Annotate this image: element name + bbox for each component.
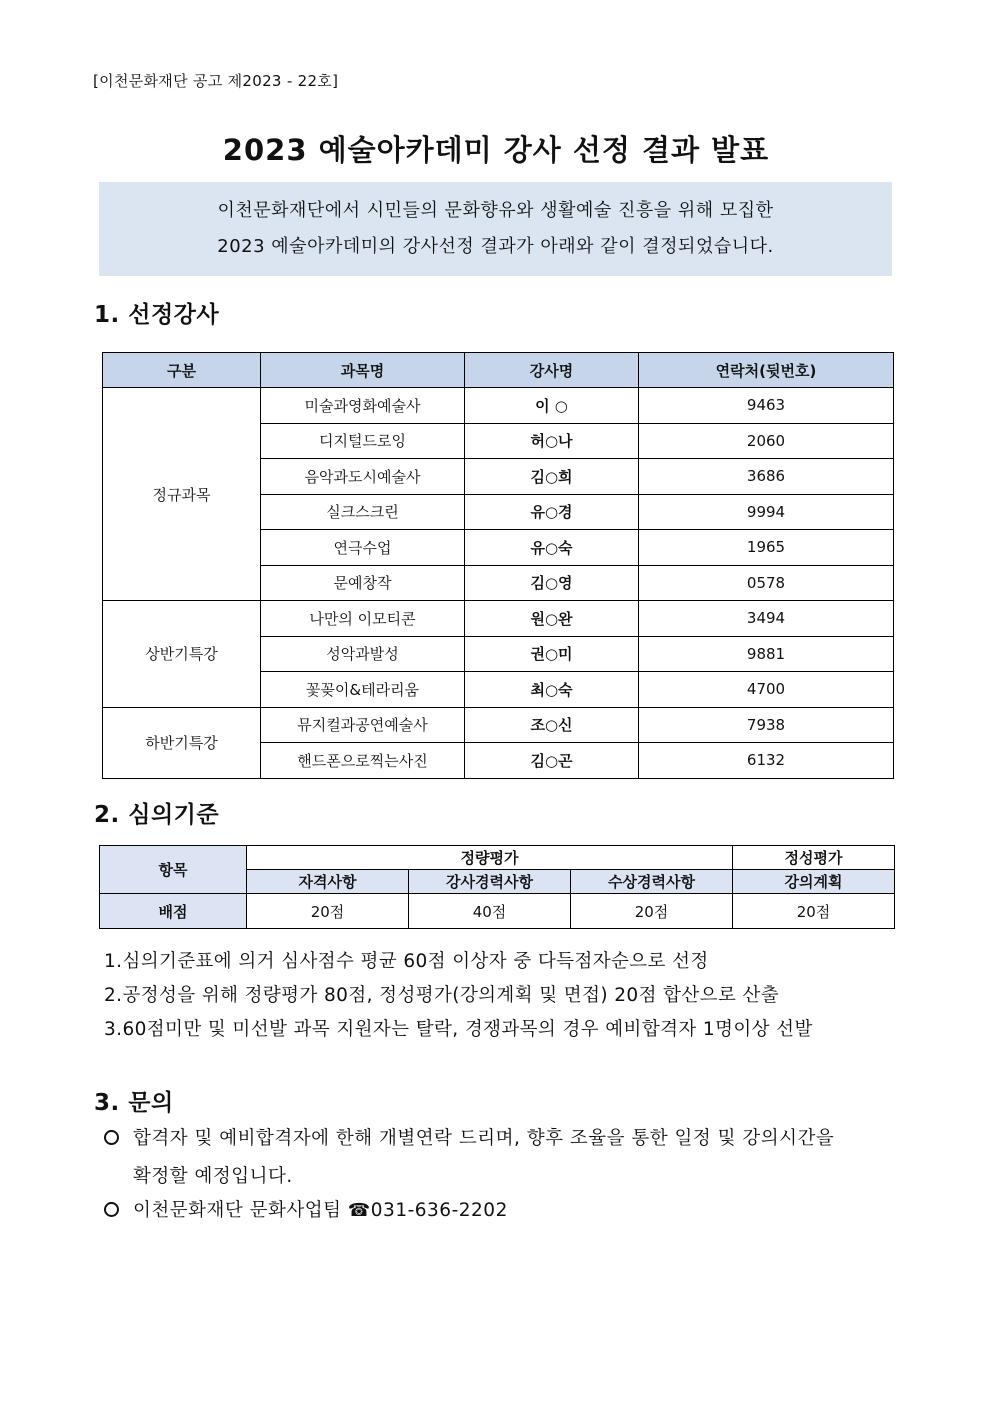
- col-header-category: 구분: [103, 353, 261, 388]
- instructor-cell: 유○경: [465, 494, 639, 530]
- criteria-table: [99, 845, 895, 929]
- subject-cell: 미술과영화예술사: [261, 388, 465, 424]
- phone-number: 031-636-2202: [370, 1200, 508, 1221]
- contact-cell: 3686: [639, 459, 894, 495]
- inquiry-bullet-2: [104, 1194, 508, 1228]
- table-header-row: [103, 353, 894, 388]
- subheader-awards: 수상경력사항: [571, 870, 733, 894]
- col-header-subject: 과목명: [261, 353, 465, 388]
- score-label: 배점: [100, 894, 247, 929]
- intro-line-1: 이천문화재단에서 시민들의 문화향유와 생활예술 진흥을 위해 모집한: [217, 200, 774, 221]
- subject-cell: 음악과도시예술사: [261, 459, 465, 495]
- instructor-cell: 원○완: [465, 601, 639, 637]
- subject-cell: 실크스크린: [261, 494, 465, 530]
- intro-box: [99, 182, 892, 276]
- inquiry-text-1: 합격자 및 예비합격자에 한해 개별연락 드리며, 향후 조율을 통한 일정 및 강의시간을: [133, 1128, 835, 1149]
- contact-cell: 4700: [639, 672, 894, 708]
- contact-cell: 0578: [639, 565, 894, 601]
- table-row: [103, 601, 894, 637]
- qualitative-label: 정성평가: [733, 846, 895, 870]
- contact-cell: 7938: [639, 707, 894, 743]
- inquiry-bullet-1: [104, 1122, 834, 1156]
- page-title: 2023 예술아카데미 강사 선정 결과 발표: [222, 133, 770, 167]
- col-header-instructor: 강사명: [465, 353, 639, 388]
- subject-cell: 성악과발성: [261, 636, 465, 672]
- intro-line-2: 2023 예술아카데미의 강사선정 결과가 아래와 같이 결정되었습니다.: [217, 236, 774, 257]
- criteria-note-3: 3.60점미만 및 미선발 과목 지원자는 탈락, 경쟁과목의 경우 예비합격자 1명이상 선발: [104, 1019, 813, 1040]
- subject-cell: 연극수업: [261, 530, 465, 566]
- instructor-cell: 김○영: [465, 565, 639, 601]
- contact-cell: 3494: [639, 601, 894, 637]
- inquiry-text-1-cont: 확정할 예정입니다.: [133, 1166, 293, 1187]
- subject-cell: 뮤지컬과공연예술사: [261, 707, 465, 743]
- section-heading-inquiry: 3. 문의: [94, 1090, 174, 1116]
- instructor-cell: 허○나: [465, 423, 639, 459]
- subject-cell: 나만의 이모티콘: [261, 601, 465, 637]
- table-row: [103, 707, 894, 743]
- criteria-note-1: 1.심의기준표에 의거 심사점수 평균 60점 이상자 중 다득점자순으로 선정: [104, 951, 709, 972]
- contact-cell: 1965: [639, 530, 894, 566]
- instructor-cell: 김○곤: [465, 743, 639, 779]
- instructor-table: [102, 352, 894, 779]
- subheader-teaching-career: 강사경력사항: [409, 870, 571, 894]
- contact-cell: 2060: [639, 423, 894, 459]
- instructor-cell: 김○희: [465, 459, 639, 495]
- score-cell: 20점: [571, 894, 733, 929]
- subheader-qualification: 자격사항: [247, 870, 409, 894]
- section-heading-instructors: 1. 선정강사: [94, 302, 220, 328]
- instructor-cell: 권○미: [465, 636, 639, 672]
- subject-cell: 꽃꽂이&테라리움: [261, 672, 465, 708]
- circle-bullet-icon: [104, 1130, 119, 1145]
- instructor-cell: 유○숙: [465, 530, 639, 566]
- criteria-header-row: [100, 846, 895, 870]
- phone-icon: ☎: [347, 1200, 371, 1221]
- criteria-score-row: [100, 894, 895, 929]
- notice-number: [이천문화재단 공고 제2023 - 22호]: [93, 72, 339, 90]
- instructor-cell: 이 ○: [465, 388, 639, 424]
- section-heading-criteria: 2. 심의기준: [94, 802, 220, 828]
- category-cell: 상반기특강: [103, 601, 261, 708]
- contact-cell: 9881: [639, 636, 894, 672]
- score-cell: 20점: [733, 894, 895, 929]
- col-header-contact: 연락처(뒷번호): [639, 353, 894, 388]
- category-cell: 하반기특강: [103, 707, 261, 778]
- score-cell: 20점: [247, 894, 409, 929]
- subject-cell: 문예창작: [261, 565, 465, 601]
- inquiry-team: 이천문화재단 문화사업팀: [133, 1200, 342, 1221]
- category-cell: 정규과목: [103, 388, 261, 601]
- table-row: [103, 388, 894, 424]
- score-cell: 40점: [409, 894, 571, 929]
- contact-cell: 9463: [639, 388, 894, 424]
- criteria-note-2: 2.공정성을 위해 정량평가 80점, 정성평가(강의계획 및 면접) 20점 합산으로 산출: [104, 985, 780, 1006]
- instructor-cell: 최○숙: [465, 672, 639, 708]
- subject-cell: 디지털드로잉: [261, 423, 465, 459]
- subject-cell: 핸드폰으로찍는사진: [261, 743, 465, 779]
- contact-cell: 9994: [639, 494, 894, 530]
- instructor-cell: 조○신: [465, 707, 639, 743]
- quantitative-label: 정량평가: [247, 846, 733, 870]
- subheader-lecture-plan: 강의계획: [733, 870, 895, 894]
- circle-bullet-icon: [104, 1202, 119, 1217]
- item-label: 항목: [100, 846, 247, 894]
- contact-cell: 6132: [639, 743, 894, 779]
